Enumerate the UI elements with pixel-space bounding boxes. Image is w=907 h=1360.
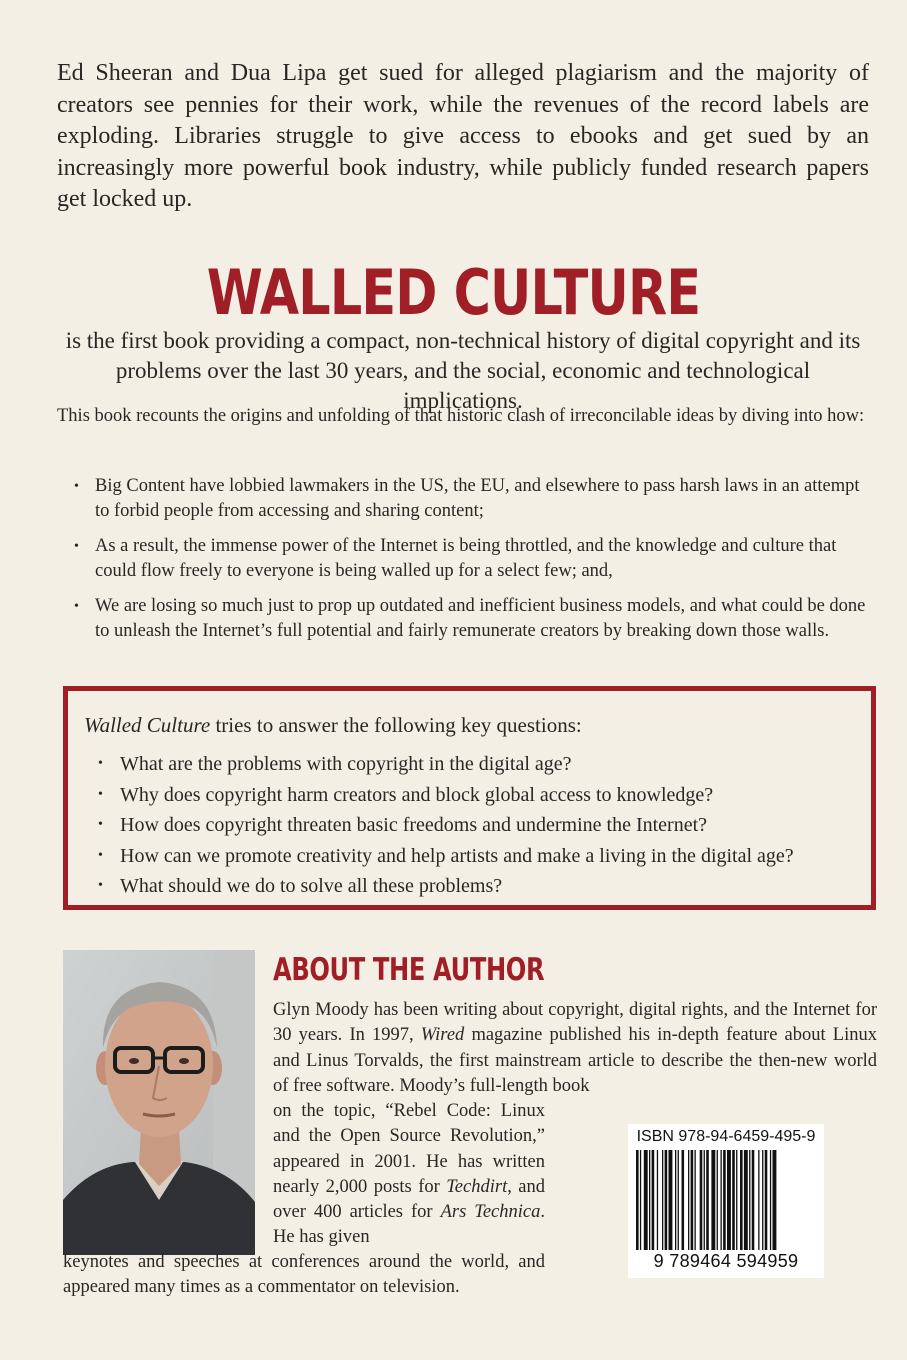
barcode-bar bbox=[691, 1150, 694, 1250]
bio-text: magazine published his in-depth feature about Linux and Linus Torvalds, the first mainstream article to describe the then-new world of free software. Moody’s full-length book bbox=[273, 1025, 877, 1096]
key-questions-heading bbox=[84, 711, 582, 739]
book-title: WALLED CULTURE bbox=[206, 256, 701, 329]
barcode-bar bbox=[657, 1150, 658, 1250]
book-subtitle: is the first book providing a compact, non-technical history of digital copyright and its problems over the last 30 years, and the social, economic and technological implications. bbox=[65, 328, 861, 413]
barcode-bar bbox=[721, 1150, 722, 1250]
barcode-bar bbox=[700, 1150, 703, 1250]
author-portrait-illustration bbox=[63, 950, 255, 1255]
topic-bullet: • We are losing so much just to prop up outdated and inefficient business models, and what could be done to unleash the Internet’s full potential and fairly remunerate creators by breaking down those walls. bbox=[57, 594, 872, 644]
intro-paragraph: Ed Sheeran and Dua Lipa get sued for alleged plagiarism and the majority of creators see pennies for their work, while the revenues of the record labels are exploding. Libraries struggle to give access to ebooks and get sued by an increasingly more powerful book industry, while publicly funded research papers get locked up. bbox=[57, 60, 869, 212]
barcode-bar bbox=[723, 1150, 726, 1250]
barcode-bar bbox=[758, 1150, 759, 1250]
barcode-bar bbox=[765, 1150, 768, 1250]
barcode-bar bbox=[732, 1150, 735, 1250]
topic-bullet-list bbox=[57, 474, 872, 654]
author-photo bbox=[63, 950, 255, 1255]
bio-publication: Ars Technica bbox=[440, 1202, 541, 1223]
barcode-bar bbox=[675, 1150, 676, 1250]
isbn-barcode bbox=[628, 1124, 824, 1278]
author-bio-part-1 bbox=[273, 998, 877, 1099]
bio-text: , and over 400 articles for bbox=[273, 1176, 545, 1223]
about-author-heading: ABOUT THE AUTHOR bbox=[273, 952, 545, 988]
question-item: • How does copyright threaten basic freedoms and undermine the Internet? bbox=[84, 810, 794, 841]
barcode-bar bbox=[773, 1150, 777, 1250]
author-bio-part-3: keynotes and speeches at conferences around the world, and appeared many times as a commentator on television. bbox=[63, 1252, 545, 1298]
barcode-bar bbox=[644, 1150, 648, 1250]
barcode-bar bbox=[652, 1150, 655, 1250]
key-questions-heading-text: tries to answer the following key questions: bbox=[210, 713, 582, 737]
key-questions-list bbox=[84, 749, 794, 902]
barcode-bar bbox=[749, 1150, 750, 1250]
barcode-bar bbox=[682, 1150, 685, 1250]
isbn-label: ISBN 978-94-6459-495-9 bbox=[636, 1128, 816, 1145]
key-questions-heading-title: Walled Culture bbox=[84, 713, 211, 737]
barcode-bar bbox=[736, 1150, 737, 1250]
barcode-bar bbox=[711, 1150, 715, 1250]
topic-bullet: • Big Content have lobbied lawmakers in the US, the EU, and elsewhere to pass harsh laws in an attempt to forbid people from accessing and sharing content; bbox=[57, 474, 872, 524]
barcode-digits: 9 789464 594959 bbox=[653, 1251, 799, 1271]
barcode-bar bbox=[665, 1150, 668, 1250]
barcode-bars bbox=[636, 1150, 818, 1250]
barcode-bar bbox=[669, 1150, 673, 1250]
barcode-bar bbox=[640, 1150, 641, 1250]
bio-text: . He has given bbox=[273, 1202, 545, 1248]
question-item: • Why does copyright harm creators and block global access to knowledge? bbox=[84, 780, 794, 811]
barcode-bar bbox=[704, 1150, 705, 1250]
author-bio-part-2 bbox=[273, 1099, 545, 1251]
barcode-bar bbox=[717, 1150, 718, 1250]
key-questions-box bbox=[63, 686, 876, 910]
barcode-bar bbox=[727, 1150, 731, 1250]
question-item: • How can we promote creativity and help artists and make a living in the digital age? bbox=[84, 841, 794, 872]
bio-text: on the topic, “Rebel Code: Linux and the Open Source Revolution,” appeared in 2001. He has written nearly 2,000 posts for bbox=[273, 1101, 545, 1197]
barcode-bar bbox=[744, 1150, 748, 1250]
barcode-bar bbox=[752, 1150, 755, 1250]
barcode-bar bbox=[706, 1150, 709, 1250]
barcode-bar bbox=[678, 1150, 679, 1250]
question-item: • What are the problems with copyright in the digital age? bbox=[84, 749, 794, 780]
question-item: • What should we do to solve all these problems? bbox=[84, 871, 794, 902]
bio-publication: Techdirt bbox=[446, 1176, 508, 1197]
barcode-bar bbox=[662, 1150, 663, 1250]
bio-publication: Wired bbox=[420, 1025, 465, 1046]
barcode-bar bbox=[695, 1150, 696, 1250]
recount-paragraph: This book recounts the origins and unfolding of that historic clash of irreconcilable ideas by diving into how: bbox=[57, 406, 865, 426]
bio-text: Glyn Moody has been writing about copyright, digital rights, and the Internet for 30 years. In 1997, bbox=[273, 1000, 877, 1046]
barcode-bar bbox=[636, 1150, 639, 1250]
barcode-bar bbox=[649, 1150, 650, 1250]
topic-bullet: • As a result, the immense power of the Internet is being throttled, and the knowledge and culture that could flow freely to everyone is being walled up for a select few; and, bbox=[57, 534, 872, 584]
barcode-bar bbox=[770, 1150, 771, 1250]
barcode-bar bbox=[762, 1150, 763, 1250]
barcode-bar bbox=[688, 1150, 689, 1250]
barcode-bar bbox=[740, 1150, 743, 1250]
